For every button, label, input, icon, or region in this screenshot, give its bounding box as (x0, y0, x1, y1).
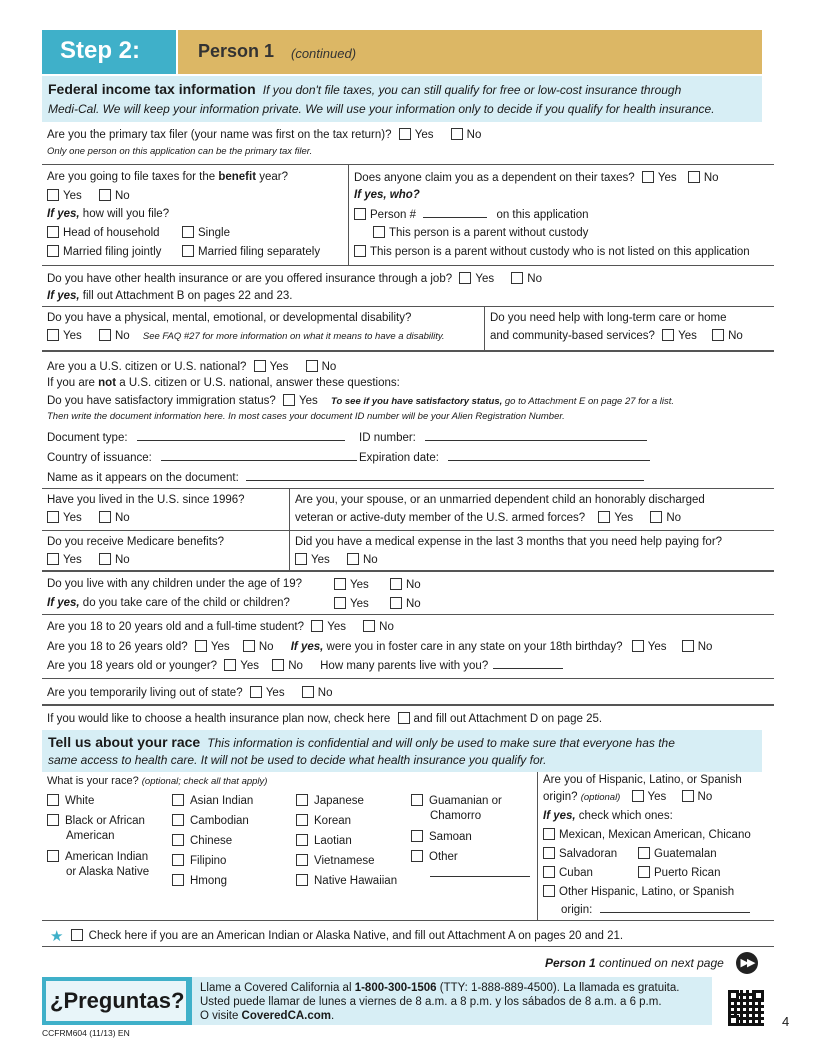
care-yes-checkbox[interactable] (334, 597, 346, 609)
since-1996-question: Have you lived in the U.S. since 1996? (47, 494, 245, 506)
guamanian-label-2: Chamorro (430, 810, 482, 822)
race-header (42, 730, 762, 772)
medicare-yes-checkbox[interactable] (47, 553, 59, 565)
race-question: What is your race? (optional; check all that apply) (47, 775, 268, 787)
parents-question: How many parents live with you? (320, 660, 489, 672)
id-number-label: ID number: (359, 432, 416, 444)
next-page-icon[interactable]: ▶▶ (736, 952, 758, 974)
primary-filer-question: Are you the primary tax filer (your name was first on the tax return)? (47, 129, 392, 141)
children-question: Do you live with any children under the age of 19? (47, 578, 303, 590)
country-issuance-label: Country of issuance: (47, 452, 152, 464)
on-application-label: on this application (496, 209, 589, 221)
laotian-checkbox[interactable] (296, 834, 308, 846)
chinese-checkbox[interactable] (172, 834, 184, 846)
married-jointly-checkbox[interactable] (47, 245, 59, 257)
veteran-question-1: Are you, your spouse, or an unmarried dependent child an honorably discharged (295, 494, 705, 506)
origin-field[interactable] (600, 903, 750, 913)
cuban-checkbox[interactable] (543, 866, 555, 878)
hispanic-no-checkbox[interactable] (682, 790, 694, 802)
medical-expense-question: Did you have a medical expense in the last 3 months that you need help paying for? (295, 536, 723, 548)
preguntas-title: ¿Preguntas? (50, 988, 185, 1013)
race-note-2: same access to health care. It will not be used to decide what health insurance you qualify for. (48, 753, 547, 767)
yes-label: Yes (269, 361, 289, 373)
veteran-yes-checkbox[interactable] (598, 511, 610, 523)
filipino-label: Filipino (190, 855, 227, 867)
yes-label: Yes (311, 554, 330, 566)
yes-label: Yes (240, 660, 260, 672)
asian-indian-label: Asian Indian (190, 795, 254, 807)
hispanic-which: If yes, check which ones: (543, 810, 673, 822)
disability-question: Do you have a physical, mental, emotional, or developmental disability? (47, 312, 412, 324)
hmong-checkbox[interactable] (172, 874, 184, 886)
vietnamese-label: Vietnamese (314, 855, 375, 867)
choose-plan-text: If you would like to choose a health insurance plan now, check here (47, 713, 391, 725)
dependent-yes-checkbox[interactable] (642, 171, 654, 183)
yes-label: Yes (327, 621, 346, 633)
document-type-label: Document type: (47, 432, 128, 444)
foster-no-checkbox[interactable] (682, 640, 694, 652)
other-race-label: Other (429, 851, 458, 863)
age-18-younger-yes-checkbox[interactable] (224, 659, 236, 671)
single-checkbox[interactable] (182, 226, 194, 238)
age-18-26-question: Are you 18 to 26 years old? (47, 641, 188, 653)
ltc-no-checkbox[interactable] (712, 329, 724, 341)
yes-label: Yes (210, 641, 230, 653)
head-of-household-checkbox[interactable] (47, 226, 59, 238)
qr-corner-2 (753, 990, 764, 1001)
no-label: No (703, 172, 719, 184)
step-label: Step 2: (60, 37, 141, 64)
hispanic-question-2: origin? (543, 791, 578, 803)
other-insurance-no-checkbox[interactable] (511, 272, 523, 284)
document-type-field[interactable] (137, 431, 345, 441)
medicare-no-checkbox[interactable] (99, 553, 111, 565)
website-link[interactable]: CoveredCA.com (241, 1010, 332, 1022)
salvadoran-label: Salvadoran (559, 848, 618, 860)
other-insurance-yes-checkbox[interactable] (459, 272, 471, 284)
american-indian-label: American Indian (65, 851, 149, 863)
citizen-question: Are you a U.S. citizen or U.S. national? (47, 361, 247, 373)
other-insurance-question: Do you have other health insurance or are you offered insurance through a job? (47, 273, 453, 285)
choose-plan-attachment: and fill out Attachment D on page 25. (413, 713, 603, 725)
no-label: No (114, 330, 130, 342)
out-of-state-yes-checkbox[interactable] (250, 686, 262, 698)
dependent-no-checkbox[interactable] (688, 171, 700, 183)
hispanic-optional: (optional) (580, 792, 621, 803)
parent-custody-checkbox[interactable] (373, 226, 385, 238)
disability-faq-note: See FAQ #27 for more information on what it means to have a disability. (142, 331, 445, 342)
immigration-yes-checkbox[interactable] (283, 394, 295, 406)
since-1996-yes-checkbox[interactable] (47, 511, 59, 523)
expiration-date-label: Expiration date: (359, 452, 439, 464)
cambodian-label: Cambodian (190, 815, 249, 827)
no-label: No (258, 641, 274, 653)
fed-tax-header (42, 76, 762, 122)
person-number-field[interactable] (423, 208, 487, 218)
primary-filer-no-checkbox[interactable] (451, 128, 463, 140)
medical-expense-yes-checkbox[interactable] (295, 553, 307, 565)
no-label: No (405, 598, 421, 610)
parent-not-listed-checkbox[interactable] (354, 245, 366, 257)
id-number-field[interactable] (425, 431, 647, 441)
race-title: Tell us about your race (48, 734, 201, 750)
no-label: No (114, 554, 130, 566)
yes-label: Yes (63, 554, 82, 566)
file-taxes-no-checkbox[interactable] (99, 189, 111, 201)
fed-tax-note-1: If you don't file taxes, you can still qualify for free or low-cost insurance through (262, 83, 682, 97)
no-label: No (114, 512, 130, 524)
out-of-state-no-checkbox[interactable] (302, 686, 314, 698)
continued-next-page: Person 1 continued on next page (545, 956, 724, 970)
salvadoran-checkbox[interactable] (543, 847, 555, 859)
black-label-2: American (66, 830, 115, 842)
married-jointly-label: Married filing jointly (63, 246, 162, 258)
ltc-question-2: and community-based services? (490, 330, 655, 342)
continued-label: (continued) (291, 46, 357, 61)
japanese-label: Japanese (314, 795, 364, 807)
citizen-no-checkbox[interactable] (306, 360, 318, 372)
parent-not-listed-label: This person is a parent without custody who is not listed on this application (370, 246, 750, 258)
no-label: No (728, 330, 743, 342)
other-hispanic-label: Other Hispanic, Latino, or Spanish (559, 886, 735, 898)
puerto-rican-label: Puerto Rican (654, 867, 721, 879)
hispanic-question-1: Are you of Hispanic, Latino, or Spanish (543, 774, 742, 786)
no-label: No (697, 641, 713, 653)
primary-filer-note: Only one person on this application can be the primary tax filer. (47, 146, 313, 157)
person-label: Person 1 (198, 41, 275, 61)
vietnamese-checkbox[interactable] (296, 854, 308, 866)
out-of-state-question: Are you temporarily living out of state? (47, 687, 243, 699)
file-taxes-yes-checkbox[interactable] (47, 189, 59, 201)
veteran-question-2: veteran or active-duty member of the U.S. armed forces? (295, 512, 586, 524)
native-hawaiian-checkbox[interactable] (296, 874, 308, 886)
parent-custody-label: This person is a parent without custody (389, 227, 589, 239)
yes-label: Yes (647, 641, 667, 653)
no-label: No (114, 190, 130, 202)
no-label: No (466, 129, 482, 141)
yes-label: Yes (657, 172, 677, 184)
yes-label: Yes (63, 330, 82, 342)
native-hawaiian-label: Native Hawaiian (314, 875, 398, 887)
married-separately-label: Married filing separately (198, 246, 321, 258)
yes-label: Yes (299, 395, 318, 407)
preguntas-inner (46, 981, 186, 1021)
no-label: No (379, 621, 394, 633)
help-banner (42, 977, 712, 1025)
help-line-1: Llame a Covered California al 1-800-300-1506 (TTY: 1-888-889-4500). La llamada es gratuita. (200, 982, 680, 994)
medical-expense-no-checkbox[interactable] (347, 553, 359, 565)
guamanian-label: Guamanian or (429, 795, 502, 807)
primary-filer-yes-checkbox[interactable] (399, 128, 411, 140)
no-label: No (362, 554, 378, 566)
head-of-household-label: Head of household (63, 227, 160, 239)
person-label-box (178, 30, 762, 74)
expiration-date-field[interactable] (448, 451, 650, 461)
yes-label: Yes (475, 273, 495, 285)
yes-label: Yes (647, 791, 667, 803)
origin-label: origin: (561, 904, 593, 916)
no-label: No (697, 791, 713, 803)
american-indian-attachment-text: Check here if you are an American Indian or Alaska Native, and fill out Attachment A on pages 20 and 21. (88, 930, 624, 942)
race-note-1: This information is confidential and will only be used to make sure that everyone has the (207, 736, 675, 750)
yes-label: Yes (63, 512, 82, 524)
other-hispanic-checkbox[interactable] (543, 885, 555, 897)
black-label: Black or African (65, 815, 145, 827)
step-label-box (42, 30, 176, 74)
hmong-label: Hmong (190, 875, 228, 887)
care-no-checkbox[interactable] (390, 597, 402, 609)
student-yes-checkbox[interactable] (311, 620, 323, 632)
white-checkbox[interactable] (47, 794, 59, 806)
samoan-checkbox[interactable] (411, 830, 423, 842)
ltc-yes-checkbox[interactable] (662, 329, 674, 341)
laotian-label: Laotian (314, 835, 352, 847)
veteran-no-checkbox[interactable] (650, 511, 662, 523)
dependent-question: Does anyone claim you as a dependent on their taxes? (354, 172, 635, 184)
american-indian-attachment-checkbox[interactable] (71, 929, 83, 941)
other-insurance-note: If yes, fill out Attachment B on pages 22 and 23. (47, 290, 293, 302)
person-number-label: Person # (370, 209, 417, 221)
document-note: Then write the document information here. In most cases your document ID number will be your Alien Registration Number. (47, 411, 565, 422)
single-label: Single (198, 227, 230, 239)
age-18-26-no-checkbox[interactable] (243, 640, 255, 652)
dependent-person-checkbox[interactable] (354, 208, 366, 220)
yes-label: Yes (265, 687, 285, 699)
page-number: 4 (782, 1014, 790, 1029)
name-on-document-field[interactable] (246, 471, 644, 481)
guamanian-checkbox[interactable] (411, 794, 423, 806)
black-checkbox[interactable] (47, 814, 59, 826)
filipino-checkbox[interactable] (172, 854, 184, 866)
mexican-label: Mexican, Mexican American, Chicano (559, 829, 751, 841)
korean-checkbox[interactable] (296, 814, 308, 826)
cuban-label: Cuban (559, 867, 593, 879)
children-yes-checkbox[interactable] (334, 578, 346, 590)
step-banner (42, 30, 762, 74)
samoan-label: Samoan (429, 831, 472, 843)
citizen-yes-checkbox[interactable] (254, 360, 266, 372)
other-race-field[interactable] (430, 876, 530, 877)
disability-no-checkbox[interactable] (99, 329, 111, 341)
no-label: No (405, 579, 421, 591)
disability-yes-checkbox[interactable] (47, 329, 59, 341)
age-18-younger-question: Are you 18 years old or younger? (47, 660, 218, 672)
age-18-26-yes-checkbox[interactable] (195, 640, 207, 652)
american-indian-label-2: or Alaska Native (66, 866, 150, 878)
since-1996-no-checkbox[interactable] (99, 511, 111, 523)
no-label: No (317, 687, 333, 699)
country-issuance-field[interactable] (161, 451, 357, 461)
fed-tax-note-2: Medi-Cal. We will keep your information private. We will use your information only to decide if you qualify for health insurance. (48, 102, 715, 116)
yes-label: Yes (63, 190, 82, 202)
yes-label: Yes (414, 129, 434, 141)
name-on-document-label: Name as it appears on the document: (47, 472, 239, 484)
help-line-3: O visite CoveredCA.com. (200, 1010, 335, 1022)
yes-label: Yes (678, 330, 697, 342)
puerto-rican-checkbox[interactable] (638, 866, 650, 878)
parents-count-field[interactable] (493, 659, 563, 669)
no-label: No (666, 512, 682, 524)
children-no-checkbox[interactable] (390, 578, 402, 590)
other-race-checkbox[interactable] (411, 850, 423, 862)
age-18-younger-no-checkbox[interactable] (272, 659, 284, 671)
how-file-question: If yes, how will you file? (47, 208, 170, 220)
immigration-status-question: Do you have satisfactory immigration status? (47, 395, 276, 407)
yes-label: Yes (350, 579, 369, 591)
mexican-checkbox[interactable] (543, 828, 555, 840)
yes-label: Yes (350, 598, 369, 610)
yes-label: Yes (614, 512, 634, 524)
guatemalan-checkbox[interactable] (638, 847, 650, 859)
choose-plan-checkbox[interactable] (398, 712, 410, 724)
help-line-2: Usted puede llamar de lunes a viernes de 8 a.m. a 8 p.m. y los sábados de 8 a.m. a 6 p.m. (200, 996, 662, 1008)
asian-indian-checkbox[interactable] (172, 794, 184, 806)
file-taxes-question: Are you going to file taxes for the benefit year? (47, 171, 288, 183)
form-number: CCFRM604 (11/13) EN (42, 1028, 130, 1038)
hispanic-yes-checkbox[interactable] (632, 790, 644, 802)
chinese-label: Chinese (190, 835, 233, 847)
married-separately-checkbox[interactable] (182, 245, 194, 257)
no-label: No (288, 660, 303, 672)
student-question: Are you 18 to 20 years old and a full-time student? (47, 621, 304, 633)
dependent-who: If yes, who? (354, 189, 420, 201)
foster-care-question: If yes, were you in foster care in any state on your 18th birthday? (290, 641, 623, 653)
no-label: No (527, 273, 542, 285)
qr-corner-3 (728, 1015, 739, 1026)
medicare-question: Do you receive Medicare benefits? (47, 536, 225, 548)
children-care-question: If yes, do you take care of the child or children? (47, 597, 290, 609)
guatemalan-label: Guatemalan (654, 848, 717, 860)
american-indian-checkbox[interactable] (47, 850, 59, 862)
korean-label: Korean (314, 815, 352, 827)
cambodian-checkbox[interactable] (172, 814, 184, 826)
foster-yes-checkbox[interactable] (632, 640, 644, 652)
no-label: No (321, 361, 337, 373)
not-citizen-instruction: If you are not a U.S. citizen or U.S. national, answer these questions: (47, 377, 400, 389)
qr-corner-1 (728, 990, 739, 1001)
white-label: White (65, 795, 95, 807)
star-icon: ★ (50, 928, 64, 945)
japanese-checkbox[interactable] (296, 794, 308, 806)
immigration-status-note: To see if you have satisfactory status, go to Attachment E on page 27 for a list. (331, 396, 675, 407)
student-no-checkbox[interactable] (363, 620, 375, 632)
ltc-question-1: Do you need help with long-term care or home (490, 312, 727, 324)
fed-tax-title: Federal income tax information (48, 81, 256, 97)
